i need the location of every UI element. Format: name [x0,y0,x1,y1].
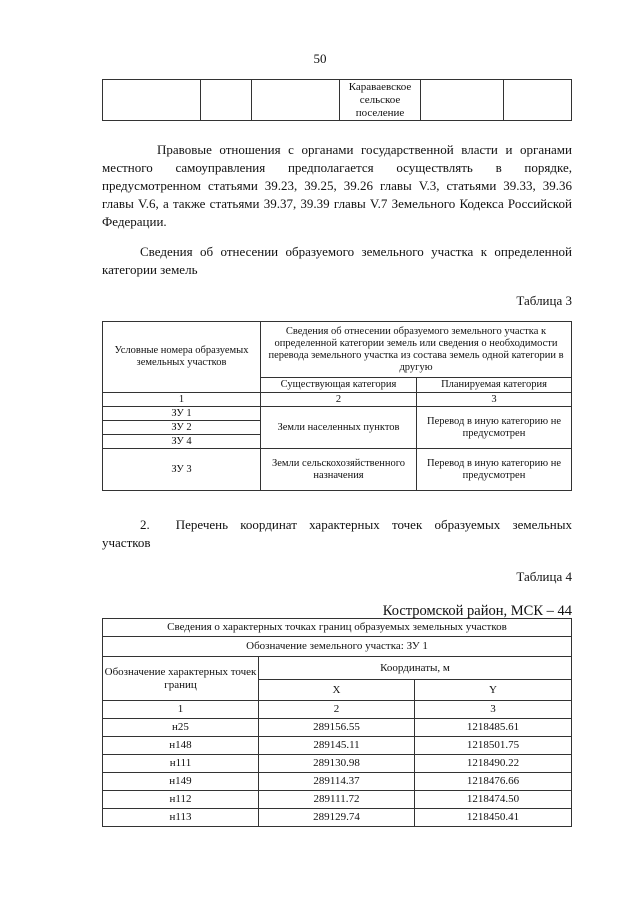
settlement-cell: Караваевское сельское поселение [340,80,421,121]
table3-header-ids: Условные номера образуемых земельных участков [103,322,261,393]
table-row [103,737,572,755]
table4-header-x: X [259,680,415,701]
table3-existing: Земли населенных пунктов [261,407,417,449]
table3-header-existing: Существующая категория [261,378,417,393]
point-x: 289156.55 [259,719,415,737]
table3-planned: Перевод в иную категорию не предусмотрен [417,407,572,449]
table-cell [201,80,252,121]
coordinates-list-paragraph: 2. Перечень координат характерных точек образуемых земельных участков [102,517,572,550]
table3-id: ЗУ 2 [103,421,261,435]
legal-relations-paragraph: Правовые отношения с органами государственной власти и органами местного самоуправления предполагается осуществлять в порядке, предусмотренном статьями 39.23, 39.25, 39.26 главы V.3, статьями 39.33, 39.36 главы V.6, а также статьями 39.37, 39.39 главы V.7 Земельного Кодекса Российской Федерации. [102,142,572,229]
point-name: н148 [103,737,259,755]
table3-header-planned: Планируемая категория [417,378,572,393]
point-y: 1218476.66 [415,773,572,791]
table-row [103,809,572,827]
table-row [103,755,572,773]
table3-colnum: 1 [103,393,261,407]
table-row [103,773,572,791]
point-x: 289129.74 [259,809,415,827]
point-y: 1218501.75 [415,737,572,755]
point-name: н112 [103,791,259,809]
table-row [103,80,572,121]
point-x: 289145.11 [259,737,415,755]
table3-existing: Земли сельскохозяйственного назначения [261,449,417,491]
table4-header-y: Y [415,680,572,701]
top-table-fragment [102,79,572,121]
table-cell [421,80,504,121]
table4-subtitle: Обозначение земельного участка: ЗУ 1 [103,637,572,657]
table3-id: ЗУ 4 [103,435,261,449]
table3-label: Таблица 3 [516,293,572,308]
table4-header-points: Обозначение характерных точек границ [103,657,259,701]
category-info-paragraph: Сведения об отнесении образуемого земельного участка к определенной категории земель [102,244,572,277]
table-cell [103,80,201,121]
table-cell [252,80,340,121]
table4 [102,618,572,827]
point-y: 1218474.50 [415,791,572,809]
table-row [103,719,572,737]
point-x: 289130.98 [259,755,415,773]
point-name: н149 [103,773,259,791]
table4-title: Сведения о характерных точках границ образуемых земельных участков [103,619,572,637]
page-number: 50 [313,51,327,66]
point-x: 289114.37 [259,773,415,791]
point-name: н25 [103,719,259,737]
table3-header-group: Сведения об отнесении образуемого земельного участка к определенной категории земель или сведения о необходимости перевода земельного участка из состава земель одной категории в другую [261,322,572,378]
table4-colnum: 1 [103,701,259,719]
table3 [102,321,572,491]
table4-colnum: 3 [415,701,572,719]
table4-colnum: 2 [259,701,415,719]
table3-colnum: 2 [261,393,417,407]
table3-colnum: 3 [417,393,572,407]
table3-id: ЗУ 1 [103,407,261,421]
region-crs-label: Костромской район, МСК – 44 [382,603,572,619]
table4-header-coords: Координаты, м [259,657,572,680]
table-cell [504,80,572,121]
table4-label: Таблица 4 [516,569,572,584]
point-name: н111 [103,755,259,773]
point-name: н113 [103,809,259,827]
table3-planned: Перевод в иную категорию не предусмотрен [417,449,572,491]
table-row [103,791,572,809]
point-y: 1218450.41 [415,809,572,827]
point-x: 289111.72 [259,791,415,809]
point-y: 1218490.22 [415,755,572,773]
point-y: 1218485.61 [415,719,572,737]
table3-id: ЗУ 3 [103,449,261,491]
